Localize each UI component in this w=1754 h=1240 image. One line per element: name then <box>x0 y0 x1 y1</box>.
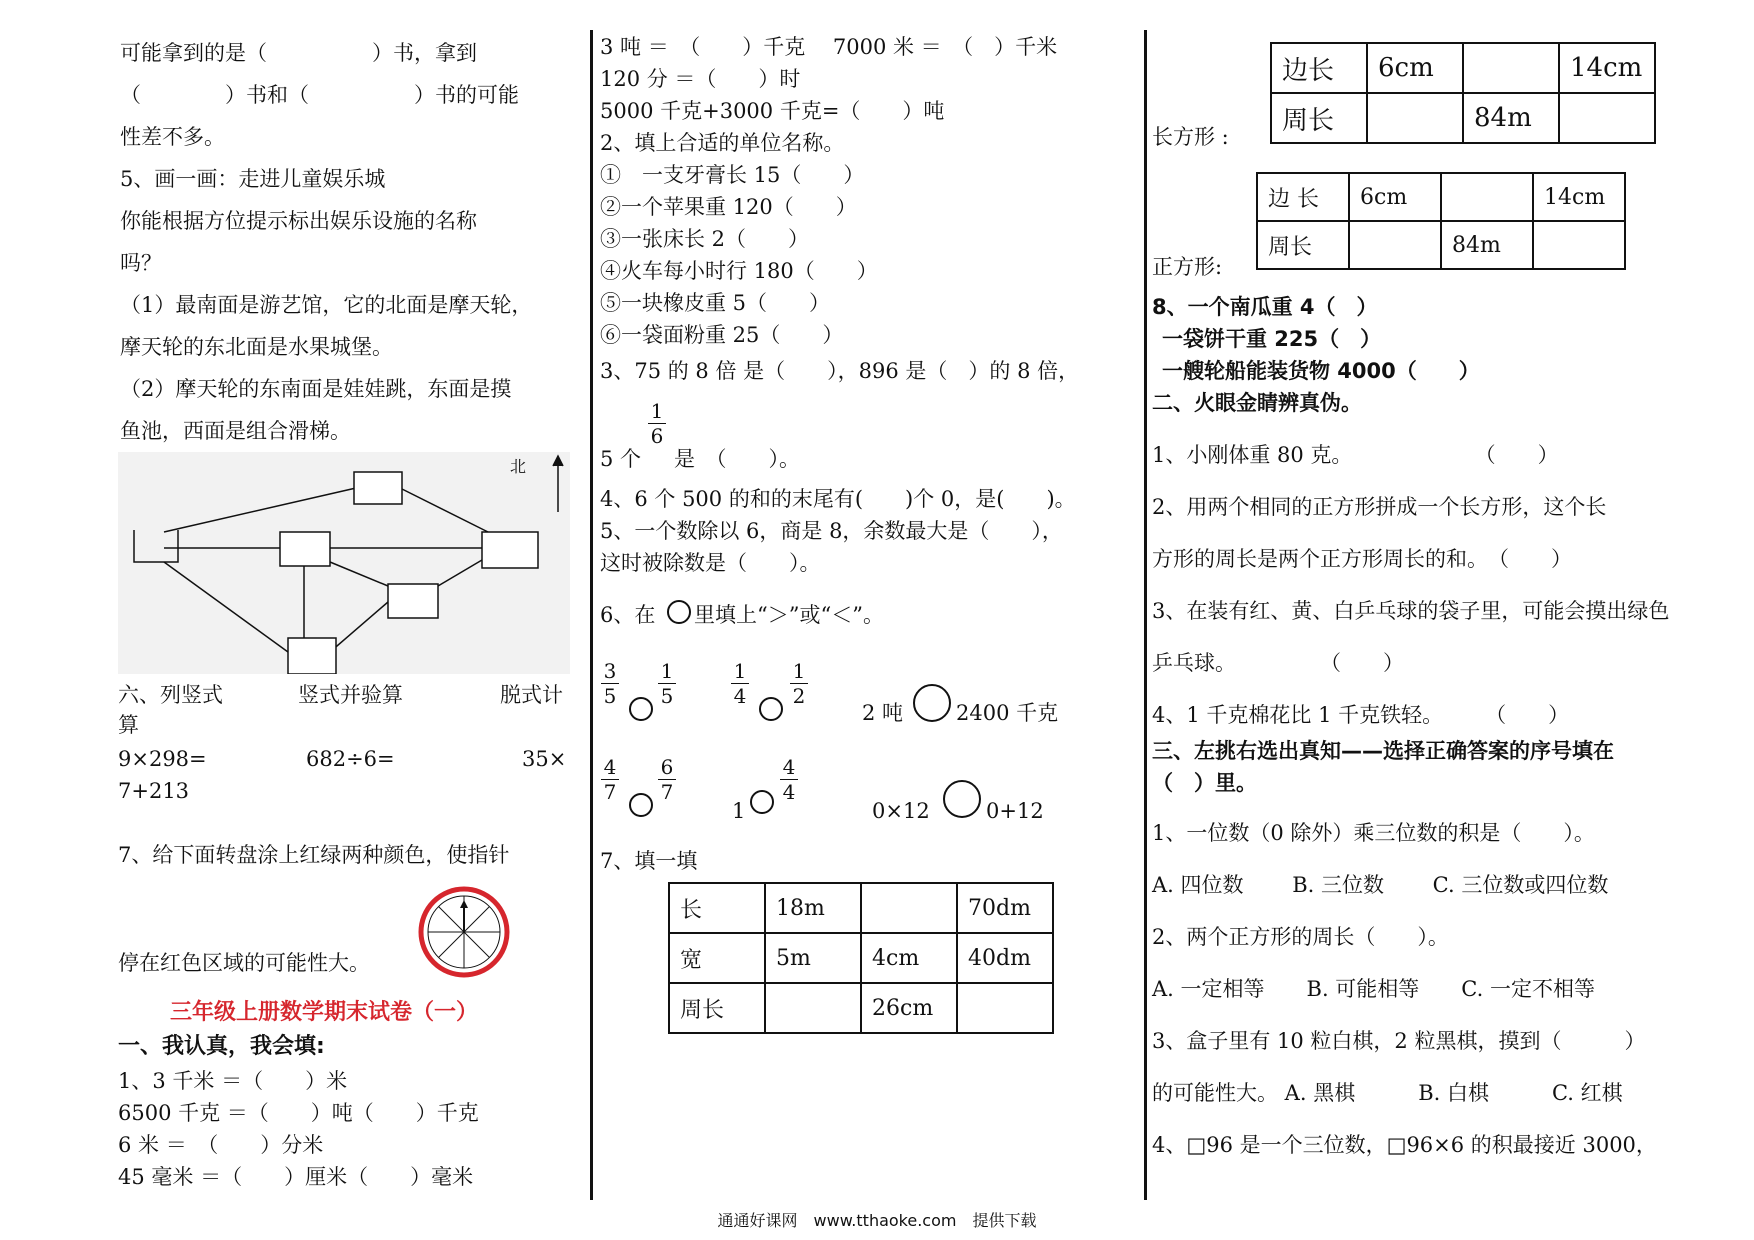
text-line: 性差不多。 <box>120 125 225 149</box>
spinner-icon <box>416 884 512 980</box>
column-divider-2 <box>1144 30 1147 1200</box>
exam-title: 三年级上册数学期末试卷（一） <box>170 1000 479 1025</box>
fill-item: 1、3 千米 ＝（ ）米 <box>118 1069 348 1093</box>
choice-question: 1、一位数（0 除外）乘三位数的积是（ ）。 <box>1152 821 1595 845</box>
table-cell: 长 <box>669 883 765 933</box>
section-3-heading: 三、左挑右选出真知——选择正确答案的序号填在 <box>1152 739 1614 763</box>
section-6-heading: 竖式并验算 <box>298 683 403 707</box>
question-7-text: 停在红色区域的可能性大。 <box>118 951 370 975</box>
footer-credit: 通通好课网 www.tthaoke.com 提供下载 <box>717 1211 1037 1230</box>
table-cell: 5m <box>765 933 861 983</box>
section-1-heading: 一、我认真，我会填: <box>118 1034 325 1059</box>
table-cell: 18m <box>765 883 861 933</box>
compare-circle-icon <box>667 600 691 624</box>
column-divider-1 <box>590 30 593 1200</box>
fraction: 3 5 <box>601 660 619 707</box>
square-label: 正方形: <box>1152 255 1223 279</box>
table-cell: 84m <box>1463 93 1559 143</box>
question-8-text: 一艘轮船能装货物 4000（ ） <box>1162 359 1480 383</box>
table-cell: 边 长 <box>1257 173 1349 221</box>
square-perimeter-table <box>1256 172 1626 270</box>
text-line: 摩天轮的东北面是水果城堡。 <box>120 335 393 359</box>
compare-item: 1 <box>732 799 746 823</box>
compare-circle-icon <box>913 684 951 722</box>
table-cell: 14cm <box>1533 173 1625 221</box>
text-line: 可能拿到的是（ ）书，拿到 <box>120 41 477 65</box>
section-3-heading: （ ）里。 <box>1152 771 1257 795</box>
fraction: 6 7 <box>658 756 676 803</box>
question-2-heading: 2、填上合适的单位名称。 <box>600 131 845 155</box>
text-line: 吗？ <box>120 251 162 275</box>
table-cell: 4cm <box>861 933 957 983</box>
text-line: 鱼池，西面是组合滑梯。 <box>120 419 351 443</box>
unit-item: ②一个苹果重 120（ ） <box>600 195 857 219</box>
rectangle-fill-table <box>668 882 1054 1034</box>
table-cell: 14cm <box>1559 43 1655 93</box>
calc-item: 682÷6= <box>306 747 395 771</box>
compare-item: 0×12 <box>872 799 930 823</box>
compare-item: 2400 千克 <box>956 701 1059 725</box>
compare-circle-icon <box>943 780 981 818</box>
fill-item: 6500 千克 ＝（ ）吨（ ）千克 <box>118 1101 479 1125</box>
true-false-item: 方形的周长是两个正方形周长的和。 （ ） <box>1152 547 1572 571</box>
compare-circle-icon <box>629 697 653 721</box>
fraction: 1 4 <box>731 660 749 707</box>
text-line: 3 吨 ＝ （ ）千克 7000 米 ＝ （ ）千米 <box>600 35 1058 59</box>
section-6-heading: 脱式计 <box>500 683 563 707</box>
text-line: （2）摩天轮的东南面是娃娃跳，东面是摸 <box>120 377 512 401</box>
choice-options: 的可能性大。 A. 黑棋 B. 白棋 C. 红棋 <box>1152 1081 1623 1105</box>
question-5-heading: 5、画一画：走进儿童娱乐城 <box>120 167 386 191</box>
table-cell[interactable] <box>1559 93 1655 143</box>
choice-question: 4、□96 是一个三位数，□96×6 的积最接近 3000， <box>1152 1133 1657 1157</box>
table-cell[interactable] <box>1533 221 1625 269</box>
table-cell[interactable] <box>765 983 861 1033</box>
calc-item: 9×298= <box>118 747 207 771</box>
choice-question: 3、盒子里有 10 粒白棋，2 粒黑棋，摸到（ ） <box>1152 1029 1646 1053</box>
choice-options: A. 四位数 B. 三位数 C. 三位数或四位数 <box>1152 873 1609 897</box>
question-7-heading: 7、填一填 <box>600 849 698 873</box>
table-cell: 宽 <box>669 933 765 983</box>
table-cell: 边长 <box>1271 43 1367 93</box>
calc-item: 7+213 <box>118 779 190 803</box>
question-8-text: 8、一个南瓜重 4（ ） <box>1152 295 1378 319</box>
table-cell: 周长 <box>1257 221 1349 269</box>
fraction: 4 4 <box>780 756 798 803</box>
question-5-text: 这时被除数是（ ）。 <box>600 551 821 575</box>
question-6-text: 6、在 <box>600 603 656 627</box>
compare-item: 2 吨 <box>862 701 904 725</box>
fraction-one-sixth: 1 6 <box>648 400 666 447</box>
table-cell: 26cm <box>861 983 957 1033</box>
unit-item: ⑥一袋面粉重 25（ ） <box>600 323 844 347</box>
compare-circle-icon <box>629 793 653 817</box>
true-false-item: 3、在装有红、黄、白乒乓球的袋子里，可能会摸出绿色 <box>1152 599 1670 623</box>
text-line: （ ）书和（ ）书的可能 <box>120 83 519 107</box>
fraction: 1 5 <box>658 660 676 707</box>
true-false-item: 4、1 千克棉花比 1 千克铁轻。 （ ） <box>1152 703 1570 727</box>
compare-circle-icon <box>759 697 783 721</box>
table-cell: 6cm <box>1367 43 1463 93</box>
fill-item: 6 米 ＝ （ ）分米 <box>118 1133 324 1157</box>
section-2-heading: 二、火眼金睛辨真伪。 <box>1152 391 1362 415</box>
table-cell: 70dm <box>957 883 1053 933</box>
table-cell: 40dm <box>957 933 1053 983</box>
table-cell[interactable] <box>1349 221 1441 269</box>
table-cell[interactable] <box>1367 93 1463 143</box>
compare-circle-icon <box>750 790 774 814</box>
rectangle-label: 长方形 : <box>1152 125 1229 149</box>
choice-question: 2、两个正方形的周长（ ）。 <box>1152 925 1449 949</box>
table-cell: 6cm <box>1349 173 1441 221</box>
fraction: 1 2 <box>790 660 808 707</box>
table-cell: 周长 <box>669 983 765 1033</box>
compare-item: 0+12 <box>986 799 1044 823</box>
table-cell[interactable] <box>957 983 1053 1033</box>
map-diagram <box>118 452 570 674</box>
north-label: 北 <box>510 457 527 476</box>
amusement-map <box>118 452 570 674</box>
question-7-text: 7、给下面转盘涂上红绿两种颜色，使指针 <box>118 843 510 867</box>
text-line: 5 个 <box>600 447 642 471</box>
question-4-text: 4、6 个 500 的和的末尾有( )个 0，是( )。 <box>600 487 1076 511</box>
table-cell[interactable] <box>1463 43 1559 93</box>
true-false-item: 2、用两个相同的正方形拼成一个长方形，这个长 <box>1152 495 1607 519</box>
table-cell: 84m <box>1441 221 1533 269</box>
unit-item: ① 一支牙膏长 15（ ） <box>600 163 865 187</box>
choice-options: A. 一定相等 B. 可能相等 C. 一定不相等 <box>1152 977 1595 1001</box>
text-line: 你能根据方位提示标出娱乐设施的名称 <box>120 209 477 233</box>
question-6-text: 里填上“＞”或“＜”。 <box>694 603 884 627</box>
true-false-item: 乒乓球。 （ ） <box>1152 651 1404 675</box>
rectangle-perimeter-table <box>1270 42 1656 144</box>
fraction: 4 7 <box>601 756 619 803</box>
true-false-item: 1、小刚体重 80 克。 （ ） <box>1152 443 1559 467</box>
text-line: （1）最南面是游艺馆，它的北面是摩天轮， <box>120 293 533 317</box>
question-3-text: 3、75 的 8 倍 是（ ），896 是（ ）的 8 倍， <box>600 359 1080 383</box>
table-cell[interactable] <box>861 883 957 933</box>
calc-item: 35× <box>522 747 567 771</box>
section-6-heading: 算 <box>118 713 139 737</box>
text-line: 120 分 ＝（ ）时 <box>600 67 801 91</box>
fill-item: 45 毫米 ＝（ ）厘米（ ）毫米 <box>118 1165 474 1189</box>
question-5-text: 5、一个数除以 6，商是 8，余数最大是（ ）， <box>600 519 1063 543</box>
text-line: 5000 千克+3000 千克=（ ）吨 <box>600 99 945 123</box>
unit-item: ⑤一块橡皮重 5（ ） <box>600 291 831 315</box>
text-line: 是 （ ）。 <box>674 447 800 471</box>
unit-item: ③一张床长 2（ ） <box>600 227 810 251</box>
table-cell: 周长 <box>1271 93 1367 143</box>
question-8-text: 一袋饼干重 225（ ） <box>1162 327 1382 351</box>
section-6-heading: 六、列竖式 <box>118 683 223 707</box>
table-cell[interactable] <box>1441 173 1533 221</box>
unit-item: ④火车每小时行 180（ ） <box>600 259 878 283</box>
